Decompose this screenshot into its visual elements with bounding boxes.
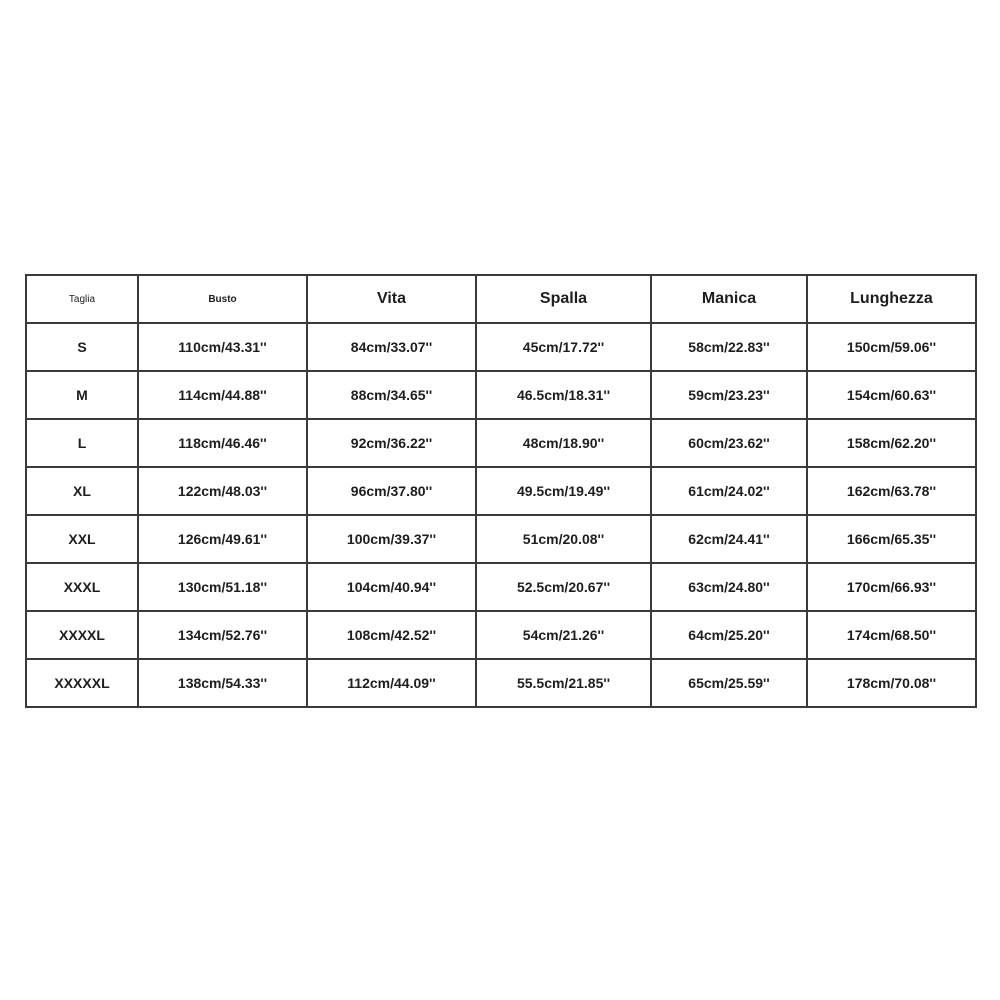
cell-busto: 134cm/52.76'' — [138, 611, 307, 659]
cell-vita: 112cm/44.09'' — [307, 659, 476, 707]
header-cell-spalla: Spalla — [476, 275, 651, 323]
cell-taglia: XXXXL — [26, 611, 138, 659]
header-cell-vita: Vita — [307, 275, 476, 323]
cell-taglia: XL — [26, 467, 138, 515]
cell-vita: 92cm/36.22'' — [307, 419, 476, 467]
header-cell-busto: Busto — [138, 275, 307, 323]
cell-busto: 130cm/51.18'' — [138, 563, 307, 611]
cell-spalla: 52.5cm/20.67'' — [476, 563, 651, 611]
table-row — [26, 371, 976, 419]
cell-spalla: 49.5cm/19.49'' — [476, 467, 651, 515]
header-row — [26, 275, 976, 323]
header-cell-lunghezza: Lunghezza — [807, 275, 976, 323]
cell-vita: 108cm/42.52'' — [307, 611, 476, 659]
cell-vita: 96cm/37.80'' — [307, 467, 476, 515]
cell-manica: 61cm/24.02'' — [651, 467, 807, 515]
cell-spalla: 55.5cm/21.85'' — [476, 659, 651, 707]
cell-taglia: M — [26, 371, 138, 419]
cell-spalla: 45cm/17.72'' — [476, 323, 651, 371]
cell-lunghezza: 158cm/62.20'' — [807, 419, 976, 467]
table-row — [26, 563, 976, 611]
cell-spalla: 46.5cm/18.31'' — [476, 371, 651, 419]
cell-busto: 118cm/46.46'' — [138, 419, 307, 467]
size-chart-table — [25, 274, 977, 708]
cell-vita: 84cm/33.07'' — [307, 323, 476, 371]
cell-taglia: XXXL — [26, 563, 138, 611]
cell-spalla: 51cm/20.08'' — [476, 515, 651, 563]
cell-lunghezza: 162cm/63.78'' — [807, 467, 976, 515]
cell-busto: 138cm/54.33'' — [138, 659, 307, 707]
cell-busto: 126cm/49.61'' — [138, 515, 307, 563]
cell-taglia: XXL — [26, 515, 138, 563]
cell-manica: 58cm/22.83'' — [651, 323, 807, 371]
cell-busto: 122cm/48.03'' — [138, 467, 307, 515]
cell-lunghezza: 174cm/68.50'' — [807, 611, 976, 659]
cell-busto: 110cm/43.31'' — [138, 323, 307, 371]
cell-lunghezza: 166cm/65.35'' — [807, 515, 976, 563]
cell-spalla: 48cm/18.90'' — [476, 419, 651, 467]
table-row — [26, 515, 976, 563]
cell-lunghezza: 150cm/59.06'' — [807, 323, 976, 371]
cell-manica: 64cm/25.20'' — [651, 611, 807, 659]
cell-manica: 59cm/23.23'' — [651, 371, 807, 419]
table-row — [26, 419, 976, 467]
cell-busto: 114cm/44.88'' — [138, 371, 307, 419]
header-cell-taglia: Taglia — [26, 275, 138, 323]
cell-vita: 100cm/39.37'' — [307, 515, 476, 563]
cell-vita: 104cm/40.94'' — [307, 563, 476, 611]
table-row — [26, 467, 976, 515]
cell-spalla: 54cm/21.26'' — [476, 611, 651, 659]
cell-lunghezza: 178cm/70.08'' — [807, 659, 976, 707]
cell-taglia: L — [26, 419, 138, 467]
table-row — [26, 659, 976, 707]
cell-manica: 62cm/24.41'' — [651, 515, 807, 563]
header-cell-manica: Manica — [651, 275, 807, 323]
table-body — [26, 323, 976, 707]
cell-manica: 65cm/25.59'' — [651, 659, 807, 707]
cell-lunghezza: 154cm/60.63'' — [807, 371, 976, 419]
cell-taglia: XXXXXL — [26, 659, 138, 707]
cell-manica: 60cm/23.62'' — [651, 419, 807, 467]
cell-manica: 63cm/24.80'' — [651, 563, 807, 611]
cell-vita: 88cm/34.65'' — [307, 371, 476, 419]
table-row — [26, 323, 976, 371]
cell-lunghezza: 170cm/66.93'' — [807, 563, 976, 611]
cell-taglia: S — [26, 323, 138, 371]
table-row — [26, 611, 976, 659]
